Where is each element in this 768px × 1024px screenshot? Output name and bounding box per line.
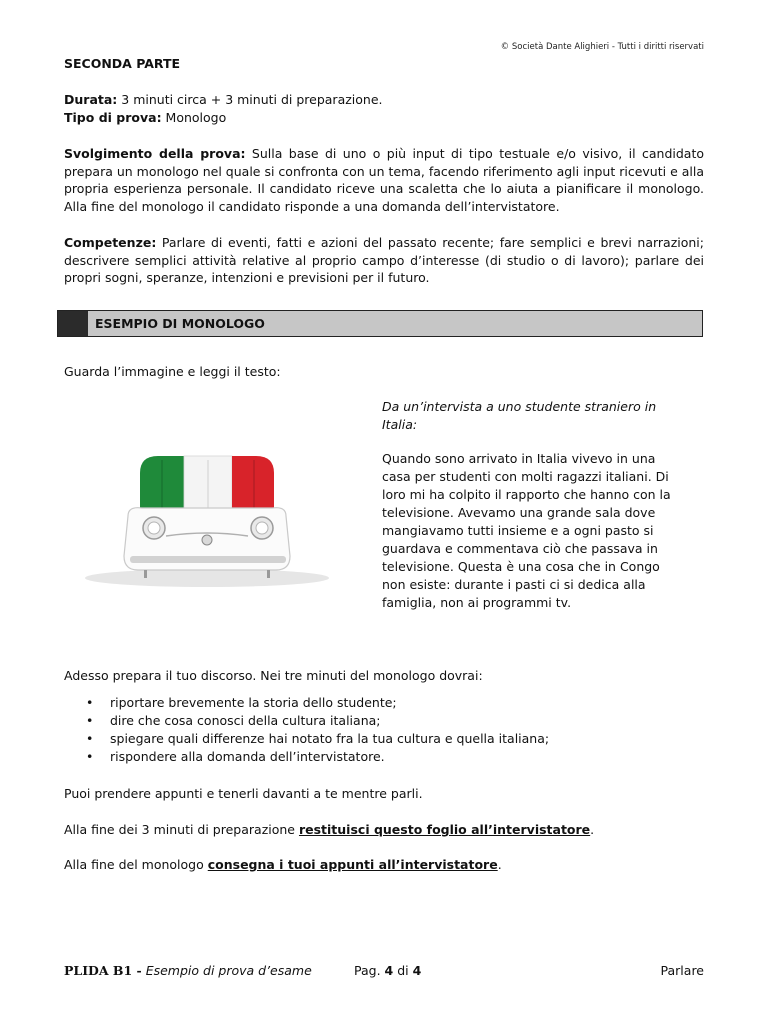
page-current: 4 — [384, 963, 394, 978]
svolgimento-value: Sulla base di uno o più input di tipo testuale e/o visivo, il candidato prepara un monologo nel quale si confronta con un tema, facendo riferimento agli input ricevuti e alla propria esperienza personale. Il candidato riceve una scaletta che lo aiuta a pianificare il monologo. Alla fine del monologo il candidato risponde a una domanda dell’intervistatore. — [64, 146, 704, 214]
example-banner — [57, 310, 703, 337]
page-prefix: Pag. — [354, 963, 385, 978]
task-item — [64, 748, 704, 766]
task-list — [64, 694, 704, 766]
durata-value: 3 minuti circa + 3 minuti di preparazione. — [117, 92, 383, 107]
competenze-value: Parlare di eventi, fatti e azioni del passato recente; fare semplici e brevi narrazioni; descrivere semplici attività relative al proprio campo d’interesse (di studio o di lavoro); parlare dei propri sogni, speranze, intenzioni e previsioni per il futuro. — [64, 235, 704, 285]
task-text: riportare brevemente la storia dello studente; — [110, 695, 397, 710]
prepare-instruction: Adesso prepara il tuo discorso. Nei tre minuti del monologo dovrai: — [64, 668, 483, 683]
footer-subtitle: Esempio di prova d’esame — [141, 963, 312, 978]
competenze-label: Competenze: — [64, 235, 157, 250]
banner-marker — [58, 311, 88, 336]
end-prep-before: Alla fine dei 3 minuti di preparazione — [64, 822, 299, 837]
copyright-notice: © Società Dante Alighieri - Tutti i diritti riservati — [500, 42, 704, 52]
bullet: • — [86, 731, 94, 746]
durata-line — [64, 91, 704, 109]
end-prep-emphasis: restituisci questo foglio all’intervistatore — [298, 822, 591, 837]
task-text: spiegare quali differenze hai notato fra la tua cultura e quella italiana; — [110, 731, 550, 746]
end-mono-after: . — [497, 857, 502, 872]
durata-label: Durata: — [64, 92, 118, 107]
tipo-value: Monologo — [161, 110, 227, 125]
end-prep-instruction — [64, 821, 594, 839]
end-mono-emphasis: consegna i tuoi appunti all’intervistatore — [207, 857, 498, 872]
section-title: SECONDA PARTE — [64, 56, 181, 71]
page-footer — [64, 963, 704, 983]
task-item — [64, 712, 704, 730]
bullet: • — [86, 713, 94, 728]
end-prep-after: . — [590, 822, 595, 837]
task-text: rispondere alla domanda dell’intervistatore. — [110, 749, 385, 764]
instruction-text: Guarda l’immagine e leggi il testo: — [64, 364, 281, 379]
interview-excerpt — [382, 398, 682, 612]
interview-title: Da un’intervista a uno studente straniero in Italia: — [382, 399, 657, 432]
task-item — [64, 730, 704, 748]
interview-body: Quando sono arrivato in Italia vivevo in una casa per studenti con molti ragazzi italiani. Di loro mi ha colpito il rapporto che hanno con la televisione. Avevamo una grande sala dove mangiavamo tutti insieme e a ogni pasto si guardava e commentava ciò che passava in televisione. Questa è una cosa che in Congo non esiste: durante i pasti ci si dedica alla famiglia, non ai programmi tv. — [382, 451, 671, 610]
tipo-label: Tipo di prova: — [64, 110, 162, 125]
task-item — [64, 694, 704, 712]
bullet: • — [86, 749, 94, 764]
page-number — [354, 963, 421, 978]
footer-plida: PLIDA B1 - — [64, 963, 142, 978]
end-monologue-instruction — [64, 856, 502, 874]
tipo-line — [64, 109, 704, 127]
notes-instruction: Puoi prendere appunti e tenerli davanti a te mentre parli. — [64, 786, 423, 801]
svolgimento-label: Svolgimento della prova: — [64, 146, 246, 161]
bullet: • — [86, 695, 94, 710]
sofa-illustration — [70, 418, 344, 608]
footer-skill: Parlare — [660, 963, 704, 978]
task-text: dire che cosa conosci della cultura italiana; — [110, 713, 381, 728]
page-of: di — [393, 963, 413, 978]
fiat-sofa-image — [70, 418, 344, 608]
competenze-paragraph — [64, 234, 704, 287]
banner-label: ESEMPIO DI MONOLOGO — [95, 316, 265, 331]
end-mono-before: Alla fine del monologo — [64, 857, 208, 872]
footer-exam-title — [64, 963, 312, 978]
page-total: 4 — [412, 963, 422, 978]
svolgimento-paragraph — [64, 145, 704, 215]
